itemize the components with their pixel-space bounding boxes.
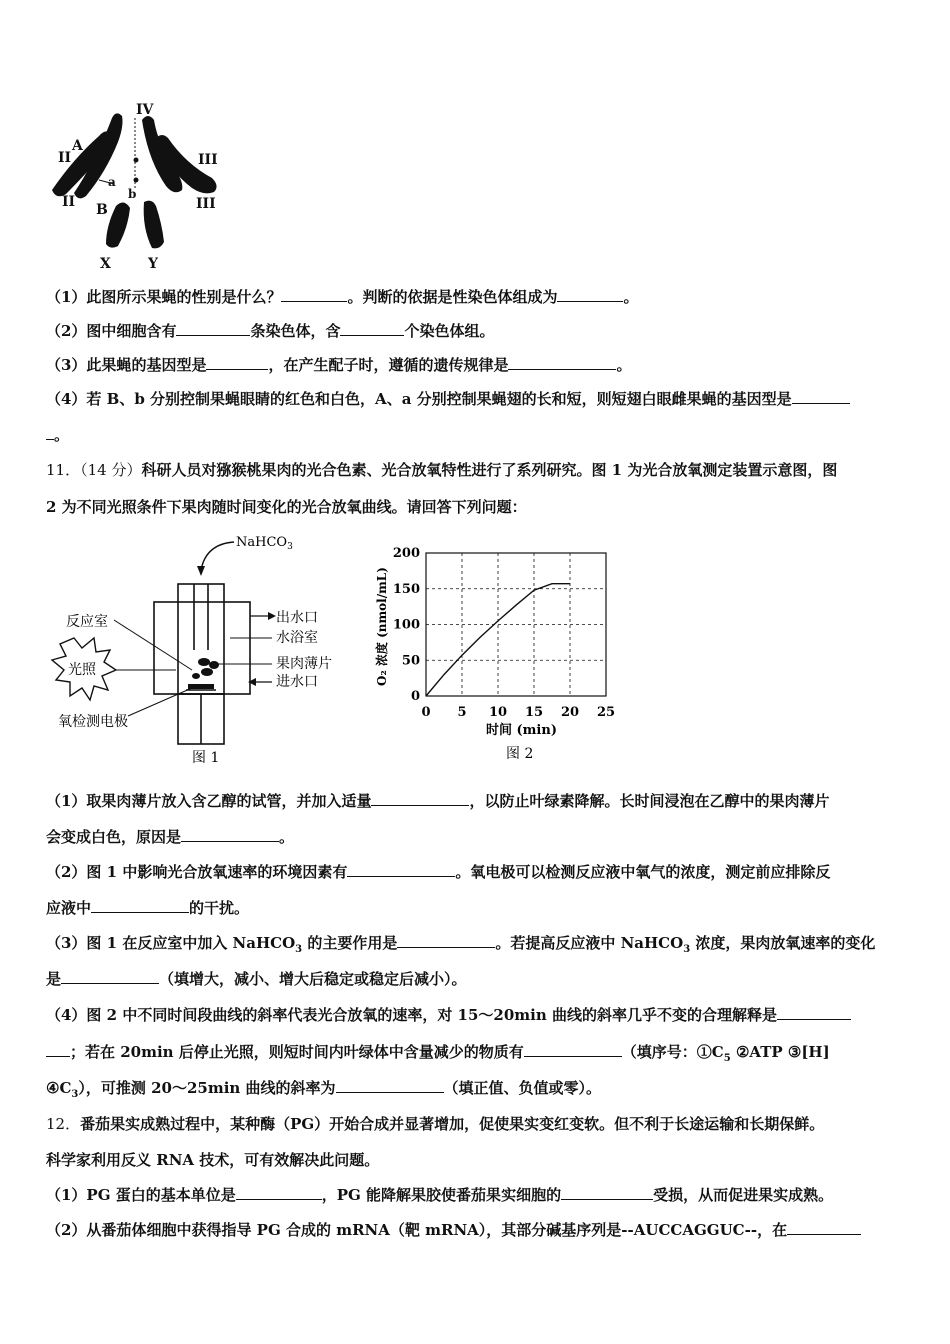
q11-part3-cont: 是 （填增大，减小、增大后稳定或稳定后减小）。 (46, 970, 467, 988)
q12-part2: （2）从番茄体细胞中获得指导 PG 合成的 mRNA（靶 mRNA），其部分碱基序列是--AUCCAGGUC--，在 (46, 1220, 916, 1240)
x-tick-label: 20 (560, 705, 580, 720)
answer-blank[interactable] (46, 425, 54, 440)
answer-blank[interactable] (397, 933, 495, 948)
q11-part1-cont: 会变成白色，原因是 。 (46, 828, 295, 846)
answer-blank[interactable] (46, 1042, 70, 1057)
answer-blank[interactable] (61, 969, 159, 984)
q10-part2: （2）图中细胞含有 条染色体，含 个染色体组。 (46, 322, 495, 340)
y-tick-label: 100 (392, 617, 420, 633)
x-tick-label: 0 (421, 705, 431, 720)
chromosome-x (106, 202, 130, 247)
chromosome-iv-dot-bottom (134, 178, 139, 183)
label-y: Y (148, 256, 158, 272)
y-tick-label: 150 (392, 581, 420, 597)
figure-1-apparatus (44, 530, 354, 770)
q11-part1: （1）取果肉薄片放入含乙醇的试管，并加入适量 ，以防止叶绿素降解。长时间浸泡在乙醇中的果肉薄片 (46, 792, 830, 810)
y-tick-label: 0 (410, 689, 420, 704)
label-iv: IV (136, 102, 154, 118)
q12-intro-cont: 科学家利用反义 RNA 技术，可有效解决此问题。 (46, 1151, 380, 1169)
answer-blank[interactable] (508, 355, 616, 370)
y-axis-ticks (393, 546, 420, 704)
light-label: 光照 (68, 662, 96, 678)
water-bath-chamber (154, 602, 250, 694)
fruit-slice-label: 果肉薄片 (276, 656, 332, 672)
answer-blank[interactable] (176, 321, 250, 336)
label-iii-top: III (198, 152, 218, 168)
answer-blank[interactable] (347, 862, 455, 877)
x-tick-label: 15 (524, 705, 544, 720)
answer-blank[interactable] (336, 1078, 444, 1093)
answer-blank[interactable] (371, 791, 469, 806)
q11-part4: （4）图 2 中不同时间段曲线的斜率代表光合放氧的速率，对 15～20min 曲线的斜率几乎不变的合理解释是 (46, 1005, 916, 1025)
q11-part2-cont: 应液中 的干扰。 (46, 899, 250, 917)
reaction-chamber (178, 584, 224, 694)
y-axis-label: O₂ 浓度 (nmol/mL) (375, 567, 389, 686)
y-tick-label: 50 (401, 653, 420, 669)
label-a-lower: a (108, 175, 116, 189)
x-axis-label: 时间 (min) (486, 723, 557, 738)
chart-grid (426, 553, 606, 696)
electrode-label: 氧检测电极 (58, 714, 128, 730)
chromosome-y (144, 201, 164, 249)
label-b-upper: B (96, 202, 108, 218)
y-tick-label: 200 (392, 546, 420, 561)
inlet-label: 进水口 (276, 674, 318, 690)
q11-part2: （2）图 1 中影响光合放氧速率的环境因素有 。氧电极可以检测反应液中氧气的浓度，测定前应排除反 (46, 863, 831, 881)
label-ii-bottom: II (62, 194, 76, 210)
q11-part4-cont: ；若在 20min 后停止光照，则短时间内叶绿体中含量减少的物质有 （填序号：$①C_5$ ②ATP ③[H] (46, 1042, 916, 1069)
figure-2-chart (370, 536, 670, 768)
reaction-room-label: 反应室 (66, 614, 108, 630)
label-x: X (100, 256, 111, 272)
figure-2-caption: 图 2 (506, 746, 534, 762)
answer-blank[interactable] (91, 898, 189, 913)
answer-blank[interactable] (206, 355, 268, 370)
water-bath-label: 水浴室 (276, 630, 318, 646)
outlet-label: 出水口 (276, 610, 318, 626)
answer-blank[interactable] (557, 287, 623, 302)
answer-blank[interactable] (561, 1185, 653, 1200)
label-iii-bottom: III (196, 196, 216, 212)
answer-blank[interactable] (281, 287, 347, 302)
answer-blank[interactable] (236, 1185, 322, 1200)
karyotype-figure (44, 98, 224, 273)
q11-intro-cont: 2 为不同光照条件下果肉随时间变化的光合放氧曲线。请回答下列问题： (46, 498, 527, 516)
q10-part3: （3）此果蝇的基因型是 ，在产生配子时，遵循的遗传规律是 。 (46, 356, 632, 374)
q12-part1: （1）PG 蛋白的基本单位是 ，PG 能降解果胶使番茄果实细胞的 受损，从而促进果实成熟。 (46, 1186, 834, 1204)
q11-part3: （3）图 1 在反应室中加入 NaHCO$_3$ 的主要作用是 。若提高反应液中 NaHCO$_3$ 浓度，果肉放氧速率的变化 (46, 934, 876, 955)
q10-part1: （1）此图所示果蝇的性别是什么？ 。判断的依据是性染色体组成为 。 (46, 288, 639, 306)
q11-part4-cont2: $④C_3$），可推测 20～25min 曲线的斜率为 （填正值、负值或零）。 (46, 1079, 602, 1100)
x-tick-label: 10 (488, 705, 508, 720)
answer-blank[interactable] (787, 1220, 861, 1235)
label-a-upper: A (72, 138, 83, 154)
x-tick-label: 5 (457, 705, 467, 720)
label-b-lower: b (128, 187, 137, 201)
answer-blank[interactable] (181, 827, 279, 842)
q10-part4: （4）若 B、b 分别控制果蝇眼睛的红色和白色，A、a 分别控制果蝇翅的长和短，则短翅白眼雌果蝇的基因型是 (46, 389, 916, 409)
answer-blank[interactable] (340, 321, 404, 336)
answer-blank[interactable] (777, 1005, 851, 1020)
q10-part4-cont: 。 (46, 425, 916, 445)
q12-intro: 12．番茄果实成熟过程中，某种酶（PG）开始合成并显著增加，促使果实变红变软。但不利于长途运输和长期保鲜。 (46, 1115, 825, 1133)
answer-blank[interactable] (792, 389, 850, 404)
label-ii-top: II (58, 150, 72, 166)
figure-1-caption: 图 1 (192, 750, 220, 766)
x-tick-label: 25 (596, 705, 616, 720)
answer-blank[interactable] (524, 1042, 622, 1057)
nahco3-label: NaHCO$_3$ (236, 535, 293, 552)
chromosome-iv-dot-top (134, 158, 139, 163)
q11-intro: 11．（14 分）科研人员对猕猴桃果肉的光合色素、光合放氧特性进行了系列研究。图 1 为光合放氧测定装置示意图，图 (46, 461, 838, 479)
x-axis-ticks (421, 705, 615, 720)
